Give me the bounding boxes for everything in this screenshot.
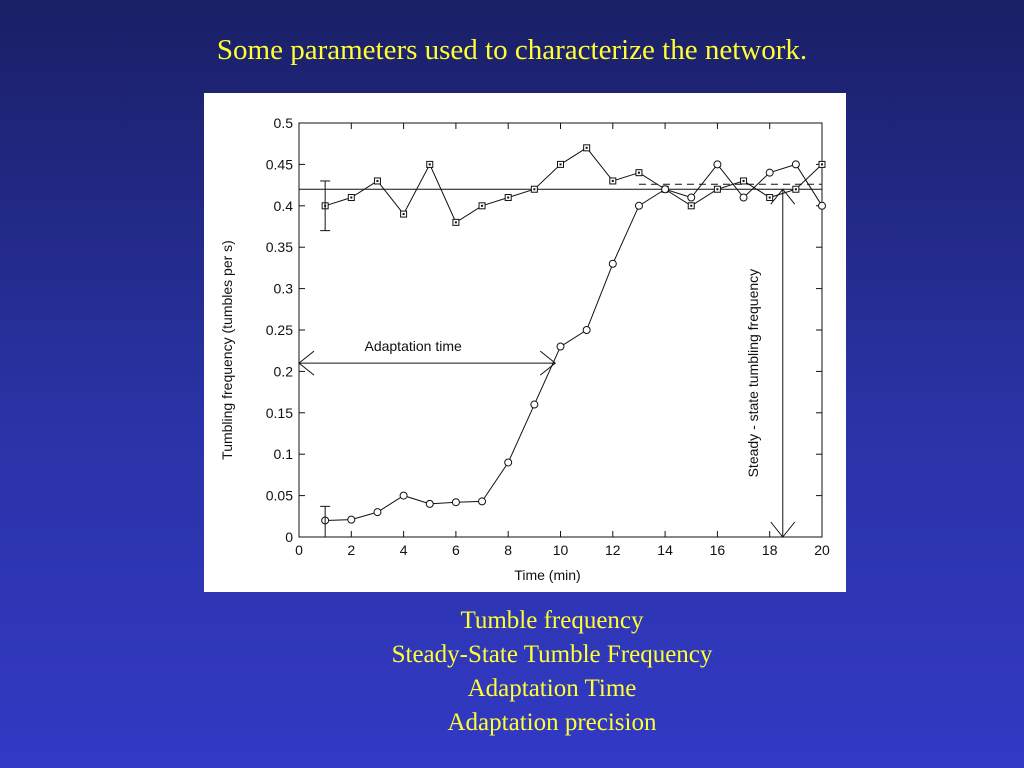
data-point-circle <box>635 202 642 209</box>
x-tick-label: 6 <box>452 542 460 558</box>
y-axis-label: Tumbling frequency (tumbles per s) <box>219 240 235 460</box>
data-point-circle <box>452 499 459 506</box>
x-tick-label: 20 <box>814 542 830 558</box>
data-point-circle <box>662 186 669 193</box>
x-tick-label: 16 <box>709 542 726 558</box>
x-tick-label: 8 <box>504 542 513 558</box>
x-tick-label: 18 <box>761 542 778 558</box>
bullet-item: Adaptation Time <box>467 675 637 702</box>
y-tick-label: 0.2 <box>273 363 293 380</box>
x-tick-label: 0 <box>295 542 303 558</box>
bullet-item: Steady-State Tumble Frequency <box>391 641 713 668</box>
data-point-circle <box>688 194 695 201</box>
data-point-square-dot <box>533 188 535 190</box>
chart-panel <box>204 93 846 592</box>
x-tick-label: 14 <box>657 542 673 558</box>
data-point-circle <box>819 202 826 209</box>
data-point-circle <box>583 327 590 334</box>
bullet-list <box>302 604 802 740</box>
y-tick-label: 0 <box>285 529 293 545</box>
data-point-square-dot <box>769 197 771 199</box>
y-tick-label: 0.1 <box>273 446 293 463</box>
x-axis-label: Time (min) <box>514 567 581 583</box>
data-point-square-dot <box>560 163 562 165</box>
data-point-circle <box>479 498 486 505</box>
data-point-square-dot <box>403 213 405 215</box>
x-tick-label: 12 <box>605 542 621 558</box>
data-point-square-dot <box>690 205 692 207</box>
y-tick-label: 0.35 <box>265 239 293 256</box>
data-point-square-dot <box>507 197 509 199</box>
data-point-square-dot <box>429 163 431 165</box>
data-point-square-dot <box>612 180 614 182</box>
data-point-circle <box>505 459 512 466</box>
data-point-square-dot <box>795 188 797 190</box>
tumbling-frequency-chart <box>204 93 846 592</box>
data-point-circle <box>400 492 407 499</box>
y-tick-label: 0.4 <box>273 197 293 214</box>
steady-state-label: Steady - state tumbling frequency <box>744 268 761 478</box>
y-tick-label: 0.05 <box>265 487 293 504</box>
data-point-circle <box>374 509 381 516</box>
data-point-circle <box>426 500 433 507</box>
data-point-square-dot <box>455 221 457 223</box>
bullet-item: Tumble frequency <box>460 607 644 634</box>
y-tick-label: 0.25 <box>265 322 293 338</box>
y-tick-label: 0.45 <box>265 156 293 173</box>
data-point-circle <box>792 161 799 168</box>
slide-title: Some parameters used to characterize the network. <box>216 34 808 66</box>
data-point-square-dot <box>376 180 378 182</box>
adaptation-time-label: Adaptation time <box>364 338 462 355</box>
data-point-circle <box>609 260 616 267</box>
data-point-circle <box>348 516 355 523</box>
data-point-square-dot <box>638 172 640 174</box>
y-tick-label: 0.3 <box>273 280 293 297</box>
data-point-circle <box>714 161 721 168</box>
data-point-square-dot <box>350 197 352 199</box>
bullet-item: Adaptation precision <box>447 709 657 736</box>
x-tick-label: 4 <box>399 542 408 558</box>
data-point-square-dot <box>821 163 823 165</box>
data-point-square-dot <box>716 188 718 190</box>
y-tick-label: 0.15 <box>265 404 293 421</box>
series-line-square <box>325 148 822 223</box>
data-point-circle <box>557 343 564 350</box>
data-point-circle <box>740 194 747 201</box>
data-point-square-dot <box>481 205 483 207</box>
plot-frame <box>299 123 822 537</box>
data-point-circle <box>531 401 538 408</box>
x-tick-label: 10 <box>552 542 569 558</box>
data-point-square-dot <box>586 147 588 149</box>
y-tick-label: 0.5 <box>273 115 293 131</box>
data-point-circle <box>766 169 773 176</box>
x-tick-label: 2 <box>347 542 356 558</box>
data-point-square-dot <box>743 180 745 182</box>
